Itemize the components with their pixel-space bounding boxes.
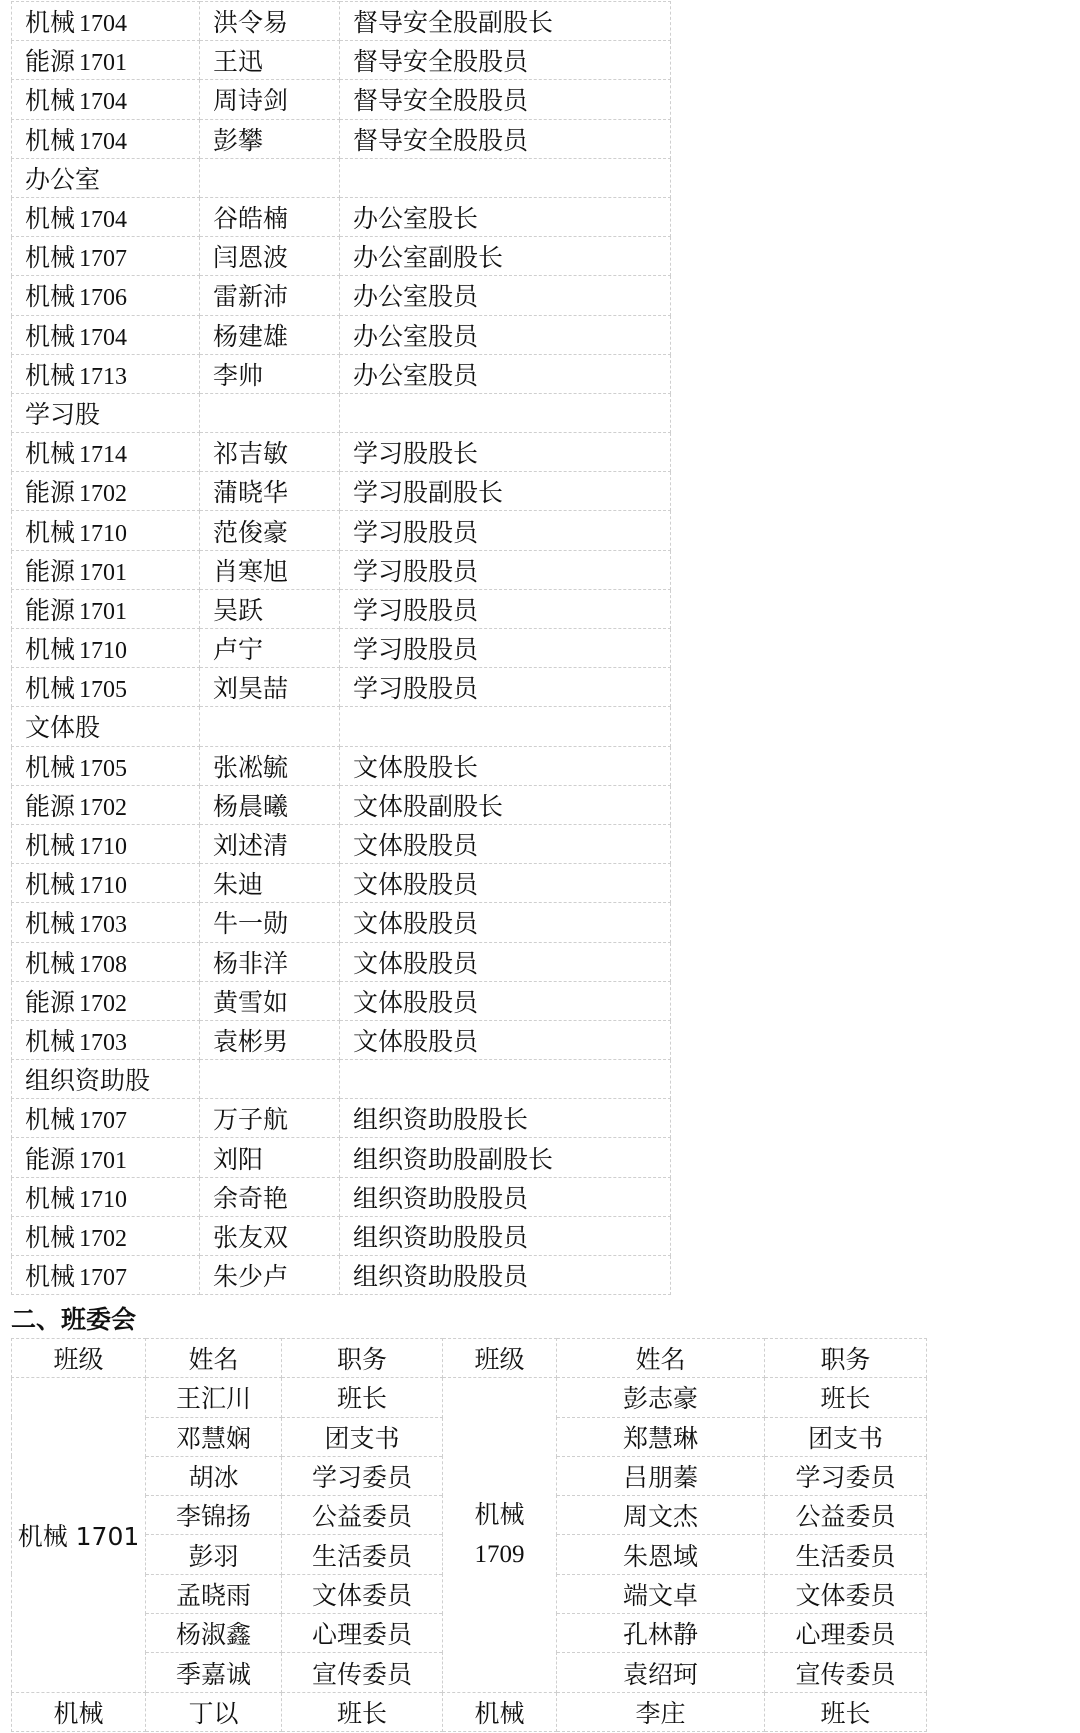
committee-role-right: 宣传委员: [765, 1653, 927, 1692]
class-number: 1710: [79, 520, 128, 547]
member-role: 学习股股员: [339, 511, 670, 550]
class-right-line2: 1709: [474, 1540, 525, 1568]
member-role: 组织资助股副股长: [339, 1138, 670, 1177]
committee-name-right: 彭志豪: [557, 1378, 765, 1417]
member-name: 张友双: [199, 1216, 339, 1255]
member-role: [339, 1060, 670, 1099]
department-members-body: [12, 2, 671, 1295]
header-name-left: 姓名: [146, 1339, 282, 1378]
class-name: 机械: [25, 752, 76, 782]
committee-role-left: 文体委员: [282, 1574, 443, 1613]
class-number: 1710: [79, 1186, 128, 1213]
class-left-merged: 机械 1701: [12, 1378, 146, 1692]
committee-row-last: [12, 1692, 927, 1731]
class-number: 1701: [79, 1147, 128, 1174]
class-number: 1710: [79, 638, 128, 665]
class-name: 机械: [25, 1262, 76, 1292]
member-role: [339, 707, 670, 746]
member-role: 文体股股员: [339, 864, 670, 903]
committee-role-left: 公益委员: [282, 1496, 443, 1535]
class-name: 机械: [25, 86, 76, 116]
department-members-table: [11, 1, 671, 1295]
header-name-right: 姓名: [557, 1339, 765, 1378]
table-row: [12, 237, 671, 276]
committee-name-right: 端文卓: [557, 1574, 765, 1613]
table-row: [12, 1216, 671, 1255]
class-number: 1705: [79, 677, 128, 704]
member-role: 办公室股员: [339, 276, 670, 315]
member-name: 黄雪如: [199, 981, 339, 1020]
class-number: 1701: [79, 50, 128, 77]
member-role: 办公室副股长: [339, 237, 670, 276]
class-number: 1702: [79, 1225, 128, 1252]
committee-role-left: 心理委员: [282, 1614, 443, 1653]
class-number: 1706: [79, 285, 128, 312]
member-role: 文体股股员: [339, 1020, 670, 1059]
class-name: 能源: [25, 987, 76, 1017]
member-name: 李帅: [199, 354, 339, 393]
member-role: 文体股股员: [339, 942, 670, 981]
member-name: 余奇艳: [199, 1177, 339, 1216]
table-row: [12, 80, 671, 119]
class-right-last: 机械: [443, 1692, 557, 1731]
class-name: 能源: [25, 47, 76, 77]
class-name: 能源: [25, 1144, 76, 1174]
class-number: 1703: [79, 1029, 128, 1056]
table-row: [12, 1256, 671, 1295]
committee-name-right: 郑慧琳: [557, 1417, 765, 1456]
member-role: [339, 393, 670, 432]
class-number: 1708: [79, 951, 128, 978]
class-cell: [12, 354, 200, 393]
class-name: 机械: [25, 517, 76, 547]
table-row: [12, 511, 671, 550]
class-number: 1702: [79, 481, 128, 508]
class-name: 文体股: [25, 713, 101, 743]
member-role: 组织资助股股长: [339, 1099, 670, 1138]
member-name: [199, 707, 339, 746]
class-cell: [12, 864, 200, 903]
member-role: 督导安全股副股长: [339, 2, 670, 41]
class-number: 1707: [79, 246, 128, 273]
table-row: [12, 315, 671, 354]
class-cell: [12, 903, 200, 942]
member-name: [199, 393, 339, 432]
class-cell: [12, 511, 200, 550]
committee-role-right: 班长: [765, 1378, 927, 1417]
class-cell: [12, 550, 200, 589]
class-number: 1710: [79, 834, 128, 861]
class-name: 组织资助股: [25, 1066, 151, 1096]
class-name: 机械: [25, 8, 76, 38]
class-number: 1704: [79, 11, 128, 38]
class-cell: [12, 2, 200, 41]
committee-name-left: 李锦扬: [146, 1496, 282, 1535]
member-name: 万子航: [199, 1099, 339, 1138]
table-row: [12, 354, 671, 393]
member-role: [339, 158, 670, 197]
table-row: [12, 1177, 671, 1216]
member-name: 吴跃: [199, 589, 339, 628]
committee-row: [12, 1378, 927, 1417]
member-role: 学习股股员: [339, 629, 670, 668]
class-name: 学习股: [25, 399, 101, 429]
committee-role-right: 心理委员: [765, 1614, 927, 1653]
table-row: [12, 550, 671, 589]
class-right-merged: [443, 1378, 557, 1692]
table-row: [12, 1020, 671, 1059]
class-right-line1: 机械: [474, 1499, 525, 1529]
class-name: 机械: [25, 282, 76, 312]
class-cell: [12, 1060, 200, 1099]
class-cell: [12, 589, 200, 628]
member-name: 牛一勋: [199, 903, 339, 942]
committee-name-left: 胡冰: [146, 1456, 282, 1495]
member-name: 雷新沛: [199, 276, 339, 315]
class-name: 能源: [25, 791, 76, 821]
table-row: [12, 864, 671, 903]
committee-role-left: 宣传委员: [282, 1653, 443, 1692]
class-number: 1701: [79, 598, 128, 625]
class-cell: [12, 197, 200, 236]
committee-name-left: 彭羽: [146, 1535, 282, 1574]
class-cell: [12, 824, 200, 863]
class-name: 机械: [25, 1183, 76, 1213]
member-name: 彭攀: [199, 119, 339, 158]
committee-name-right: 吕朋蓁: [557, 1456, 765, 1495]
committee-name-right: 孔林静: [557, 1614, 765, 1653]
class-cell: [12, 1020, 200, 1059]
class-name: 机械: [25, 1222, 76, 1252]
table-row: [12, 41, 671, 80]
class-name: 机械: [25, 439, 76, 469]
class-cell: [12, 433, 200, 472]
class-number: 1704: [79, 207, 128, 234]
member-name: 朱迪: [199, 864, 339, 903]
committee-role-right: 班长: [765, 1692, 927, 1731]
committee-name-left: 邓慧娴: [146, 1417, 282, 1456]
committee-role-right: 学习委员: [765, 1456, 927, 1495]
header-class-right: 班级: [443, 1339, 557, 1378]
class-cell: [12, 41, 200, 80]
table-row: [12, 1060, 671, 1099]
class-number: 1704: [79, 128, 128, 155]
member-role: 组织资助股股员: [339, 1216, 670, 1255]
class-cell: [12, 1256, 200, 1295]
committee-name-left: 丁以: [146, 1692, 282, 1731]
committee-name-right: 周文杰: [557, 1496, 765, 1535]
header-role-right: 职务: [765, 1339, 927, 1378]
committee-role-left: 班长: [282, 1378, 443, 1417]
member-role: 文体股股员: [339, 981, 670, 1020]
class-name: 机械: [25, 674, 76, 704]
member-name: 周诗剑: [199, 80, 339, 119]
table-row: [12, 903, 671, 942]
class-number: 1704: [79, 89, 128, 116]
class-cell: [12, 942, 200, 981]
member-name: 杨建雄: [199, 315, 339, 354]
class-cell: [12, 393, 200, 432]
table-row: [12, 2, 671, 41]
committee-role-right: 生活委员: [765, 1535, 927, 1574]
member-role: 文体股股长: [339, 746, 670, 785]
member-role: 办公室股员: [339, 315, 670, 354]
member-name: 杨晨曦: [199, 785, 339, 824]
committee-role-left: 生活委员: [282, 1535, 443, 1574]
committee-name-left: 季嘉诚: [146, 1653, 282, 1692]
committee-name-right: 朱恩域: [557, 1535, 765, 1574]
table-row: [12, 197, 671, 236]
class-name: 机械: [25, 125, 76, 155]
class-name: 机械: [25, 1105, 76, 1135]
class-cell: [12, 472, 200, 511]
member-name: 谷皓楠: [199, 197, 339, 236]
committee-role-left: 班长: [282, 1692, 443, 1731]
class-number: 1707: [79, 1108, 128, 1135]
class-number: 1707: [79, 1265, 128, 1292]
table-row: [12, 119, 671, 158]
member-name: 刘昊喆: [199, 668, 339, 707]
table-row: [12, 393, 671, 432]
table-row: [12, 785, 671, 824]
committee-role-right: 团支书: [765, 1417, 927, 1456]
member-name: [199, 1060, 339, 1099]
member-role: 学习股股员: [339, 589, 670, 628]
member-role: 文体股股员: [339, 824, 670, 863]
member-name: 王迅: [199, 41, 339, 80]
table-row: [12, 668, 671, 707]
member-name: 祁吉敏: [199, 433, 339, 472]
class-cell: [12, 119, 200, 158]
member-role: 学习股股长: [339, 433, 670, 472]
class-name: 机械: [25, 360, 76, 390]
member-name: 洪令易: [199, 2, 339, 41]
class-cell: [12, 80, 200, 119]
class-name: 机械: [25, 204, 76, 234]
section-title-class-committee: 二、班委会: [11, 1305, 137, 1334]
class-number: 1710: [79, 873, 128, 900]
class-name: 能源: [25, 478, 76, 508]
header-class-left: 班级: [12, 1339, 146, 1378]
class-name: 机械: [25, 909, 76, 939]
class-committee-body: [12, 1339, 927, 1732]
committee-role-left: 团支书: [282, 1417, 443, 1456]
table-row: [12, 589, 671, 628]
class-cell: [12, 237, 200, 276]
member-name: 范俊豪: [199, 511, 339, 550]
member-name: 闫恩波: [199, 237, 339, 276]
committee-role-right: 公益委员: [765, 1496, 927, 1535]
member-role: 督导安全股股员: [339, 119, 670, 158]
class-name: 办公室: [25, 164, 101, 194]
member-role: 办公室股长: [339, 197, 670, 236]
committee-role-right: 文体委员: [765, 1574, 927, 1613]
member-name: 肖寒旭: [199, 550, 339, 589]
member-role: 学习股股员: [339, 550, 670, 589]
committee-name-left: 王汇川: [146, 1378, 282, 1417]
class-number: 1713: [79, 363, 128, 390]
header-row: [12, 1339, 927, 1378]
class-cell: [12, 707, 200, 746]
class-name: 机械: [25, 831, 76, 861]
class-left-last: 机械: [12, 1692, 146, 1731]
class-name: 能源: [25, 595, 76, 625]
table-row: [12, 824, 671, 863]
member-role: 文体股股员: [339, 903, 670, 942]
member-role: 组织资助股股员: [339, 1177, 670, 1216]
class-name: 机械: [25, 243, 76, 273]
member-role: 组织资助股股员: [339, 1256, 670, 1295]
member-role: 督导安全股股员: [339, 80, 670, 119]
class-name: 机械: [25, 1026, 76, 1056]
class-number: 1714: [79, 442, 128, 469]
member-name: 卢宁: [199, 629, 339, 668]
member-name: 刘阳: [199, 1138, 339, 1177]
committee-name-left: 杨淑鑫: [146, 1614, 282, 1653]
member-name: 蒲晓华: [199, 472, 339, 511]
class-cell: [12, 158, 200, 197]
class-cell: [12, 315, 200, 354]
class-number: 1701: [79, 559, 128, 586]
class-number: 1705: [79, 755, 128, 782]
member-role: 文体股副股长: [339, 785, 670, 824]
class-cell: [12, 1138, 200, 1177]
table-row: [12, 942, 671, 981]
class-cell: [12, 746, 200, 785]
member-role: 督导安全股股员: [339, 41, 670, 80]
member-name: 张凇毓: [199, 746, 339, 785]
class-committee-table: [11, 1338, 927, 1732]
member-name: 刘述清: [199, 824, 339, 863]
class-cell: [12, 1216, 200, 1255]
member-name: 朱少卢: [199, 1256, 339, 1295]
class-cell: [12, 629, 200, 668]
class-name: 能源: [25, 556, 76, 586]
table-row: [12, 981, 671, 1020]
member-role: 学习股股员: [339, 668, 670, 707]
table-row: [12, 158, 671, 197]
class-cell: [12, 1099, 200, 1138]
class-name: 机械: [25, 321, 76, 351]
member-role: 办公室股员: [339, 354, 670, 393]
class-cell: [12, 1177, 200, 1216]
class-cell: [12, 785, 200, 824]
member-name: 袁彬男: [199, 1020, 339, 1059]
class-number: 1702: [79, 990, 128, 1017]
member-name: 杨非洋: [199, 942, 339, 981]
table-row: [12, 1099, 671, 1138]
member-name: [199, 158, 339, 197]
table-row: [12, 1138, 671, 1177]
class-name: 机械: [25, 635, 76, 665]
committee-name-right: 李庄: [557, 1692, 765, 1731]
table-row: [12, 472, 671, 511]
table-row: [12, 433, 671, 472]
class-cell: [12, 276, 200, 315]
table-row: [12, 746, 671, 785]
committee-name-left: 孟晓雨: [146, 1574, 282, 1613]
class-number: 1702: [79, 794, 128, 821]
class-number: 1703: [79, 912, 128, 939]
member-role: 学习股副股长: [339, 472, 670, 511]
class-cell: [12, 668, 200, 707]
table-row: [12, 707, 671, 746]
header-role-left: 职务: [282, 1339, 443, 1378]
class-name: 机械: [25, 870, 76, 900]
class-cell: [12, 981, 200, 1020]
committee-role-left: 学习委员: [282, 1456, 443, 1495]
class-name: 机械: [25, 948, 76, 978]
table-row: [12, 629, 671, 668]
table-row: [12, 276, 671, 315]
committee-name-right: 袁绍珂: [557, 1653, 765, 1692]
class-number: 1704: [79, 324, 128, 351]
